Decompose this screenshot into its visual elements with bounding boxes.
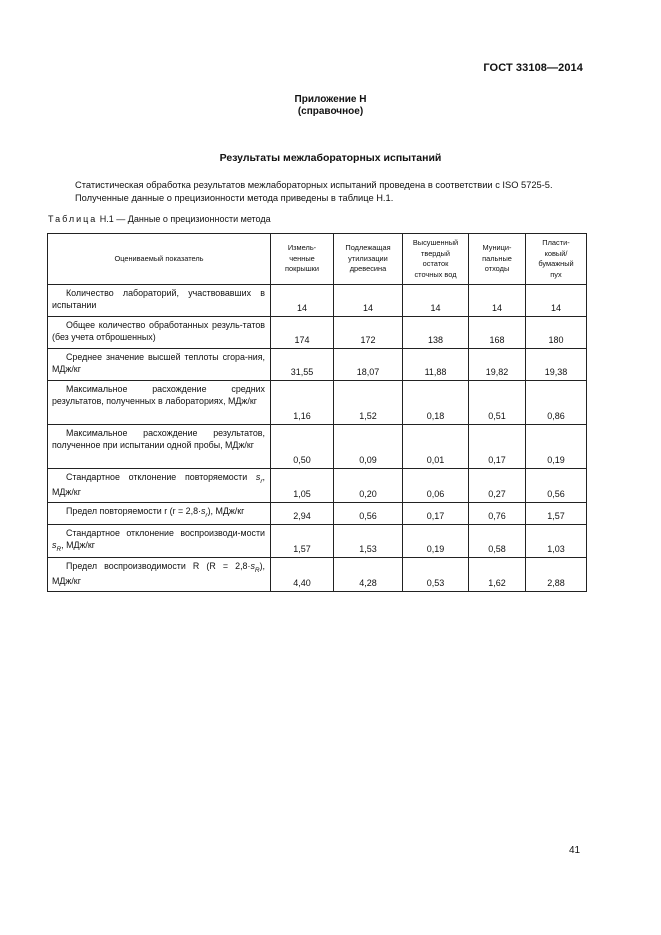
row-value: 0,19 (526, 425, 587, 469)
table-row (48, 469, 587, 503)
table-row (48, 317, 587, 349)
table-row (48, 285, 587, 317)
table-row (48, 557, 587, 591)
table-body (48, 285, 587, 592)
annex-subtitle: (справочное) (297, 106, 364, 117)
row-value: 18,07 (334, 349, 403, 381)
row-value: 0,50 (271, 425, 334, 469)
row-value: 0,56 (334, 503, 403, 525)
row-label: Стандартное отклонение повторяемости $s_r$, МДж/кг (48, 469, 271, 503)
row-value: 0,20 (334, 469, 403, 503)
table-header-cell: Пласти- ковый/ бумажный пух (526, 234, 587, 285)
row-value: 168 (469, 317, 526, 349)
table-row (48, 503, 587, 525)
row-label: Общее количество обработанных резуль-татов (без учета отброшенных) (48, 317, 271, 349)
section-title: Результаты межлабораторных испытаний (219, 152, 442, 164)
row-value: 14 (403, 285, 469, 317)
row-value: 0,17 (469, 425, 526, 469)
row-value: 138 (403, 317, 469, 349)
table-header-row (48, 234, 587, 285)
row-value: 0,58 (469, 525, 526, 558)
row-value: 0,19 (403, 525, 469, 558)
row-label: Предел воспроизводимости R $(R = 2,8\cdot s_R)$, МДж/кг (48, 557, 271, 591)
intro-paragraph (75, 179, 595, 205)
standard-number: ГОСТ 33108—2014 (483, 62, 583, 74)
row-value: 0,56 (526, 469, 587, 503)
row-value: 174 (271, 317, 334, 349)
row-value: 14 (271, 285, 334, 317)
row-value: 4,28 (334, 557, 403, 591)
row-value: 0,51 (469, 381, 526, 425)
row-value: 180 (526, 317, 587, 349)
row-value: 1,53 (334, 525, 403, 558)
table-header-cell: Высушенный твердый остаток сточных вод (403, 234, 469, 285)
row-value: 31,55 (271, 349, 334, 381)
row-label: Стандартное отклонение воспроизводи-мости $s_R$, МДж/кг (48, 525, 271, 558)
row-value: 19,82 (469, 349, 526, 381)
row-value: 14 (334, 285, 403, 317)
table-caption-text: Н.1 — Данные о прецизионности метода (97, 214, 271, 224)
table-row (48, 381, 587, 425)
row-value: 4,40 (271, 557, 334, 591)
row-value: 1,57 (526, 503, 587, 525)
intro-line-1: Статистическая обработка результатов межлабораторных испытаний проведена в соответствии с ISO 5725-5. (75, 180, 553, 190)
table-header-cell: Измель- ченные покрышки (271, 234, 334, 285)
row-value: 0,86 (526, 381, 587, 425)
table-header-cell: Муници- пальные отходы (469, 234, 526, 285)
row-value: 0,76 (469, 503, 526, 525)
table-header-cell: Оцениваемый показатель (48, 234, 271, 285)
row-value: 0,53 (403, 557, 469, 591)
table-row (48, 349, 587, 381)
table-row (48, 525, 587, 558)
row-label: Максимальное расхождение средних результатов, полученных в лабораториях, МДж/кг (48, 381, 271, 425)
table-caption-word: Таблица (48, 214, 98, 224)
row-label: Среднее значение высшей теплоты сгора-ния, МДж/кг (48, 349, 271, 381)
precision-table (47, 233, 587, 592)
row-value: 1,62 (469, 557, 526, 591)
page-number: 41 (569, 845, 581, 856)
row-label: Максимальное расхождение результатов, полученное при испытании одной пробы, МДж/кг (48, 425, 271, 469)
row-value: 11,88 (403, 349, 469, 381)
row-value: 19,38 (526, 349, 587, 381)
annex-heading (0, 94, 661, 118)
row-value: 14 (469, 285, 526, 317)
row-value: 0,27 (469, 469, 526, 503)
row-value: 1,16 (271, 381, 334, 425)
row-label: Количество лабораторий, участвовавших в испытании (48, 285, 271, 317)
row-label: Предел повторяемости r $(r = 2,8\cdot s_r)$, МДж/кг (48, 503, 271, 525)
table-caption (48, 214, 271, 224)
row-value: 0,01 (403, 425, 469, 469)
row-value: 2,94 (271, 503, 334, 525)
row-value: 1,52 (334, 381, 403, 425)
row-value: 14 (526, 285, 587, 317)
table-row (48, 425, 587, 469)
row-value: 0,17 (403, 503, 469, 525)
intro-line-2: Полученные данные о прецизионности метода приведены в таблице Н.1. (75, 193, 394, 203)
row-value: 1,57 (271, 525, 334, 558)
row-value: 1,05 (271, 469, 334, 503)
row-value: 1,03 (526, 525, 587, 558)
row-value: 0,06 (403, 469, 469, 503)
row-value: 0,18 (403, 381, 469, 425)
row-value: 2,88 (526, 557, 587, 591)
table-header-cell: Подлежащая утилизации древесина (334, 234, 403, 285)
annex-title: Приложение Н (294, 94, 367, 105)
row-value: 172 (334, 317, 403, 349)
row-value: 0,09 (334, 425, 403, 469)
